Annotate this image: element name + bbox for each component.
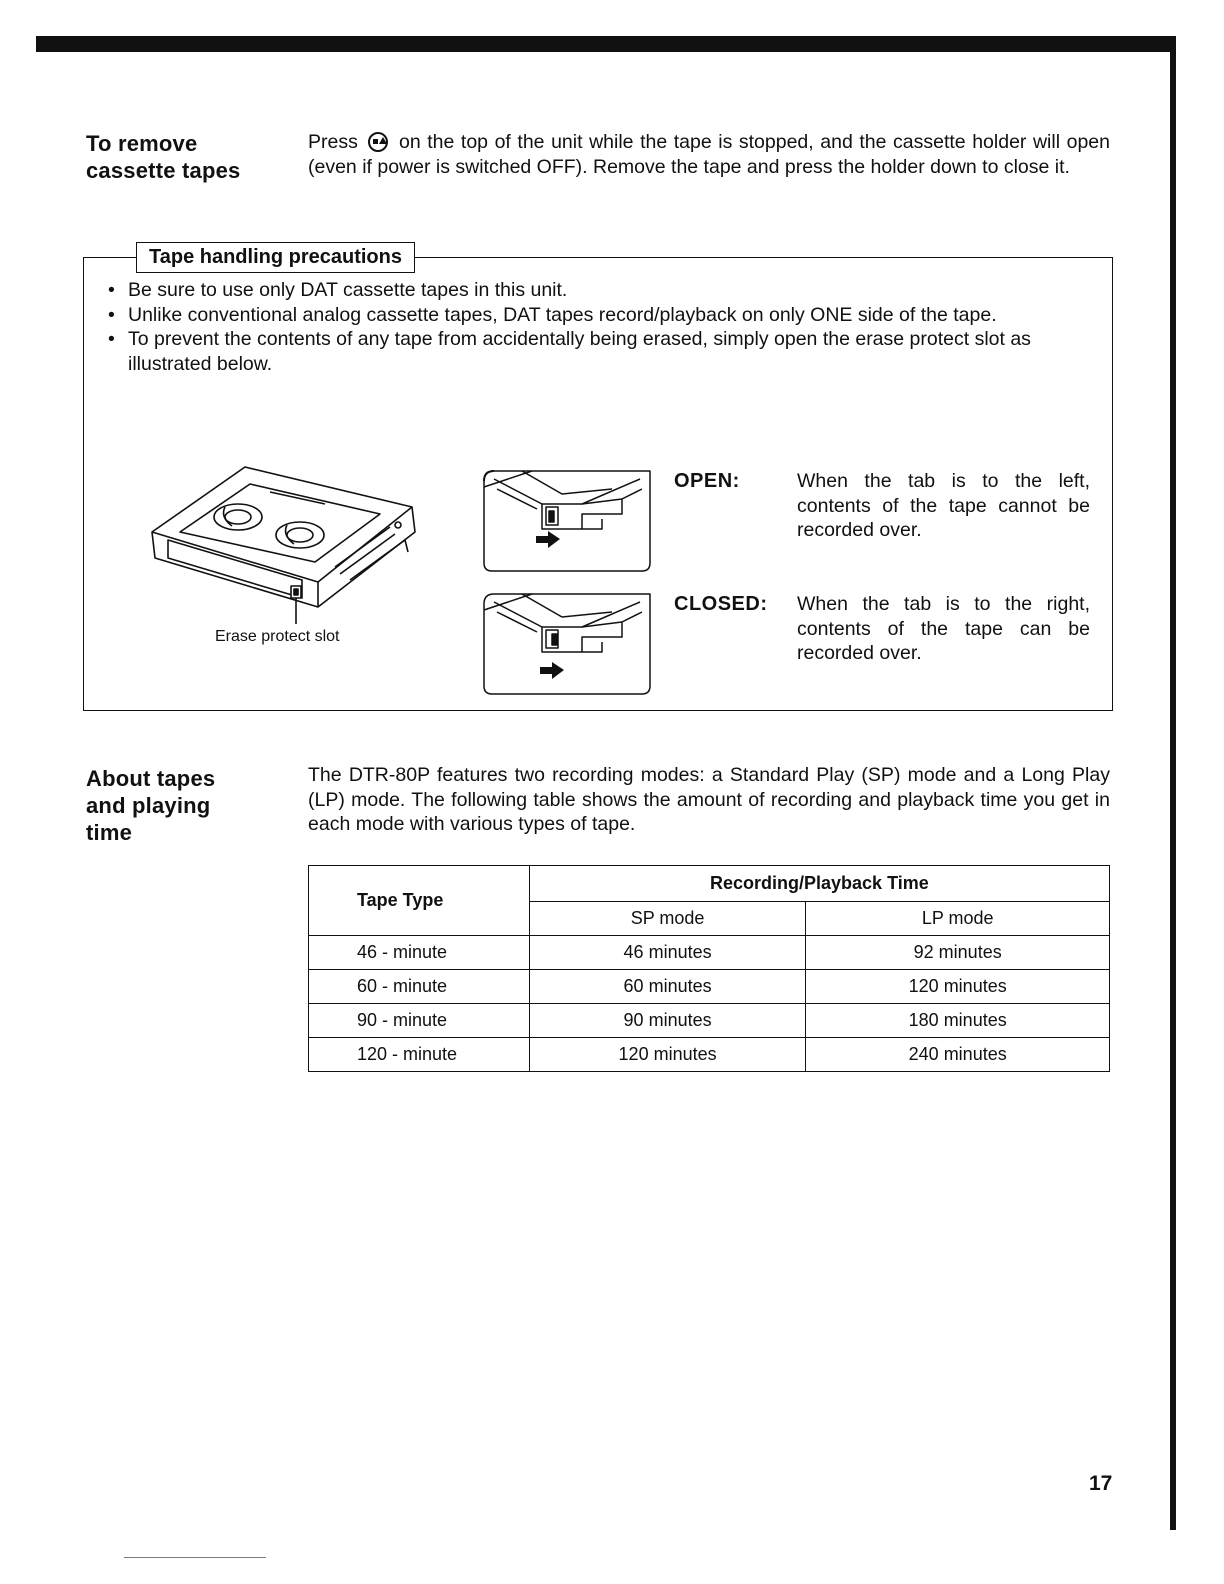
remove-instructions <box>308 130 1110 179</box>
table-header-row <box>309 866 1110 902</box>
tape-type-cell: 46 - minute <box>309 936 530 970</box>
press-text: Press <box>308 131 358 153</box>
precautions-list <box>108 278 1088 376</box>
lp-time-cell: 180 minutes <box>806 1004 1110 1038</box>
remove-heading <box>86 130 240 184</box>
tape-type-cell: 90 - minute <box>309 1004 530 1038</box>
open-description: When the tab is to the left, contents of the tape cannot be recorded over. <box>797 470 1090 541</box>
sp-mode-header: SP mode <box>529 902 806 936</box>
lp-time-cell: 240 minutes <box>806 1038 1110 1072</box>
about-heading-line2: and playing <box>86 793 211 818</box>
table-row <box>309 1004 1110 1038</box>
recording-time-table <box>308 865 1110 1072</box>
lp-time-cell: 120 minutes <box>806 970 1110 1004</box>
open-label: OPEN: <box>674 470 740 492</box>
tape-type-cell: 60 - minute <box>309 970 530 1004</box>
lp-mode-header: LP mode <box>806 902 1110 936</box>
sp-time-cell: 90 minutes <box>529 1004 806 1038</box>
remove-text: on the top of the unit while the tape is stopped, and the cassette holder will open (even if power is switched OFF). Remove the tape and press the holder down to close it. <box>308 131 1110 178</box>
closed-description: When the tab is to the right, contents of the tape can be recorded over. <box>797 593 1090 664</box>
tape-type-cell: 120 - minute <box>309 1038 530 1072</box>
open-tab-illustration <box>482 469 652 573</box>
eject-button-icon <box>368 132 388 152</box>
time-header: Recording/Playback Time <box>529 866 1109 902</box>
about-heading-line3: time <box>86 820 133 845</box>
table-row <box>309 970 1110 1004</box>
precaution-item: • Be sure to use only DAT cassette tapes in this unit. <box>108 278 1088 303</box>
precaution-item: • To prevent the contents of any tape from accidentally being erased, simply open the erase protect slot as illustrated below. <box>108 327 1088 376</box>
sp-time-cell: 120 minutes <box>529 1038 806 1072</box>
closed-tab-illustration <box>482 592 652 696</box>
erase-protect-label: Erase protect slot <box>215 628 340 645</box>
about-text: The DTR-80P features two recording modes: a Standard Play (SP) mode and a Long Play (LP) mode. The following table shows the amount of recording and playback time you get in each mode with various types of tape. <box>308 764 1110 835</box>
table-row <box>309 936 1110 970</box>
sp-time-cell: 60 minutes <box>529 970 806 1004</box>
about-heading <box>86 765 215 846</box>
precautions-title: Tape handling precautions <box>136 242 415 273</box>
tape-type-header: Tape Type <box>309 866 530 936</box>
sp-time-cell: 46 minutes <box>529 936 806 970</box>
precaution-item: • Unlike conventional analog cassette tapes, DAT tapes record/playback on only ONE side of the tape. <box>108 303 1088 328</box>
page-number: 17 <box>1089 1472 1113 1495</box>
about-heading-line1: About tapes <box>86 766 216 791</box>
closed-label: CLOSED: <box>674 593 768 615</box>
dat-cassette-illustration <box>150 462 425 632</box>
remove-heading-line1: To remove <box>86 131 198 156</box>
top-border-bar <box>36 36 1176 52</box>
footer-rule <box>124 1557 266 1558</box>
table-row <box>309 1038 1110 1072</box>
right-border-bar <box>1170 52 1176 1530</box>
lp-time-cell: 92 minutes <box>806 936 1110 970</box>
remove-heading-line2: cassette tapes <box>86 158 241 183</box>
